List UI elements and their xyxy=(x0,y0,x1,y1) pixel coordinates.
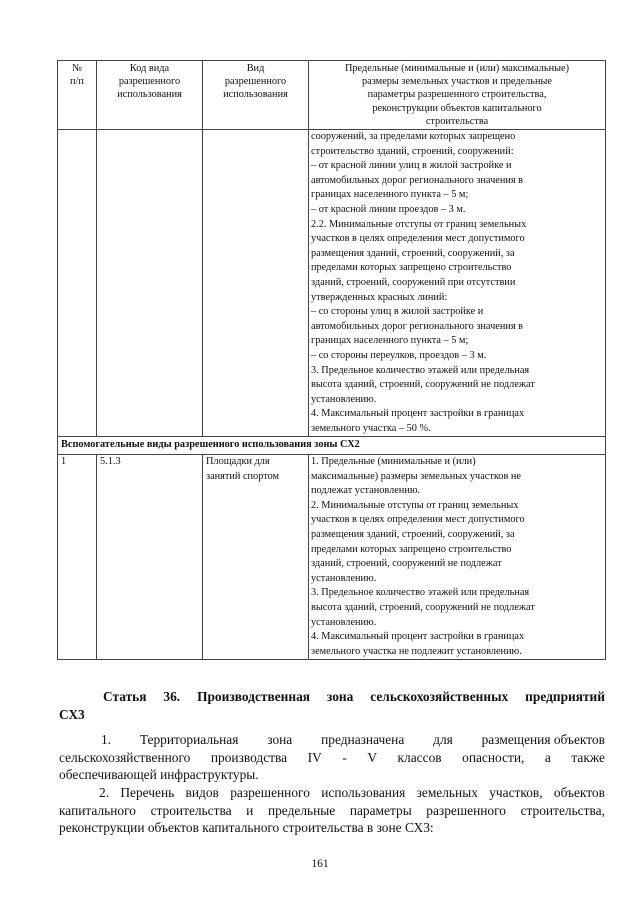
cell-num: 1 xyxy=(58,455,97,660)
article-heading-tail: СХ3 xyxy=(59,707,85,722)
land-use-table xyxy=(57,60,606,660)
table-header-row xyxy=(58,61,606,130)
cell-kind-empty xyxy=(203,130,309,437)
table-section-row xyxy=(58,437,606,455)
article-heading-line: Статья 36. Производственная зона сельскохозяйственных предприятий xyxy=(103,689,605,704)
paragraph-1: 1. Территориальная зона предназначена для размещения объектов сельскохозяйственного производства IV - V классов опасности, а также обеспечивающей инфраструктуры. xyxy=(59,732,605,782)
cell-code: 5.1.3 xyxy=(97,455,203,660)
header-kind: Вид разрешенного использования xyxy=(203,61,309,130)
page-number: 161 xyxy=(311,858,329,870)
cell-params: 1. Предельные (минимальные и (или) максимальные) размеры земельных участков не подлежат установлению. 2. Минимальные отступы от границ земельных участков в целях определения мест допустимого размещения зданий, строений, сооружений, за пределами которых запрещено строительство зданий, строений, сооружений не подлежат установлению. 3. Предельное количество этажей или предельная высота зданий, строений, сооружений не подлежат установлению. 4. Максимальный процент застройки в границах земельного участка не подлежит установлению. xyxy=(309,455,606,660)
header-params: Предельные (минимальные и (или) максимальные) размеры земельных участков и предельные параметры разрешенного строительства, реконструкции объектов капитального строительства xyxy=(309,61,606,130)
header-code: Код вида разрешенного использования xyxy=(97,61,203,130)
paragraph-2: 2. Перечень видов разрешенного использования земельных участков, объектов капитального строительства и предельные параметры разрешенного строительства, реконструкции объектов капитального строительства в зоне СХ3: xyxy=(59,785,605,835)
header-num: № п/п xyxy=(58,61,97,130)
cell-kind: Площадки для занятий спортом xyxy=(203,455,309,660)
article-heading xyxy=(59,688,605,724)
table-row xyxy=(58,455,606,660)
table-row-continuation xyxy=(58,130,606,437)
cell-params-continuation: сооружений, за пределами которых запрещено строительство зданий, строений, сооружений: – от красной линии улиц в жилой застройке и автомобильных дорог регионального значения в границах населенного пункта – 5 м; – от красной линии проездов – 3 м. 2.2. Минимальные отступы от границ земельных участков в целях определения мест допустимого размещения зданий, строений, сооружений, за пределами которых запрещено строительство зданий, строений, сооружений при отсутствии утвержденных красных линий: – со стороны улиц в жилой застройке и автомобильных дорог регионального значения в границах населенного пункта – 5 м; – со стороны переулков, проездов – 3 м. 3. Предельное количество этажей или предельная высота зданий, строений, сооружений не подлежат установлению. 4. Максимальный процент застройки в границах земельного участка – 50 %. xyxy=(309,130,606,437)
cell-code-empty xyxy=(97,130,203,437)
section-title: Вспомогательные виды разрешенного использования зоны СХ2 xyxy=(58,437,606,455)
cell-num-empty xyxy=(58,130,97,437)
